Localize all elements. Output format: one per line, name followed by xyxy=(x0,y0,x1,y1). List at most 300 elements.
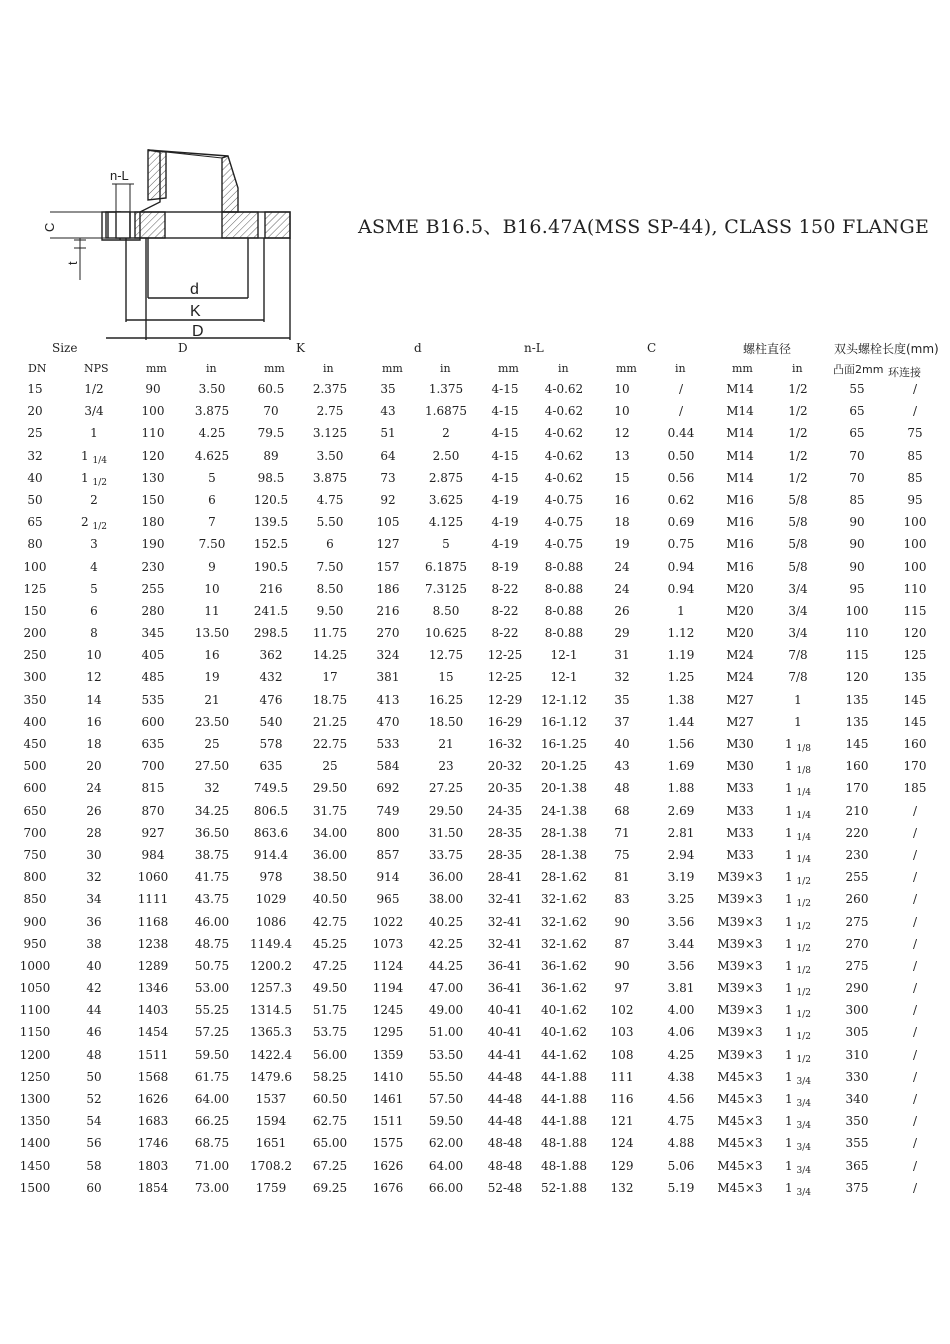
cell-bore-mm: 1124 xyxy=(372,958,404,973)
table-row xyxy=(0,734,950,756)
cell-bore-in: 18.50 xyxy=(428,714,464,729)
cell-stud-ring-joint: / xyxy=(912,1025,918,1040)
cell-nl-mm: 4-15 xyxy=(491,382,519,396)
cell-nl-in: 8-0.88 xyxy=(544,603,584,618)
cell-nl-mm: 16-29 xyxy=(487,714,523,729)
cell-d-mm: 180 xyxy=(141,515,165,530)
cell-stud-raised-face: 95 xyxy=(849,581,865,596)
cell-d-mm: 485 xyxy=(141,670,165,685)
cell-bore-in: 36.00 xyxy=(428,870,464,885)
cell-nl-in: 4-0.62 xyxy=(544,470,584,485)
cell-nl-mm: 32-41 xyxy=(487,936,523,951)
cell-stud-raised-face: 365 xyxy=(845,1158,869,1173)
cell-k-in: 6 xyxy=(326,537,334,552)
cell-d-in: 38.75 xyxy=(194,847,230,862)
cell-bolt-in: 5/8 xyxy=(788,515,808,530)
document-title: ASME B16.5、B16.47A(MSS SP-44), CLASS 150 FLANGE xyxy=(358,216,930,238)
cell-bolt-in: 7/8 xyxy=(788,648,808,663)
subheader-bore-mm: mm xyxy=(382,362,403,375)
cell-nps: 28 xyxy=(86,825,102,840)
cell-stud-ring-joint: / xyxy=(912,803,918,818)
table-row xyxy=(0,446,950,468)
cell-dn: 50 xyxy=(27,492,43,507)
cell-c-mm: 31 xyxy=(614,648,630,663)
cell-k-mm: 578 xyxy=(259,737,283,751)
cell-nl-in: 44-1.88 xyxy=(540,1114,588,1129)
cell-dn: 15 xyxy=(27,382,43,396)
cell-c-in: 0.56 xyxy=(667,470,695,485)
cell-bore-mm: 127 xyxy=(376,537,400,552)
cell-dn: 1500 xyxy=(19,1180,51,1195)
cell-bore-mm: 470 xyxy=(376,714,400,729)
table-row xyxy=(0,667,950,689)
cell-d-in: 64.00 xyxy=(194,1092,230,1106)
cell-bolt-mm: M14 xyxy=(726,470,754,485)
cell-nl-in: 16-1.25 xyxy=(540,737,588,751)
cell-stud-ring-joint: / xyxy=(912,914,918,929)
cell-k-mm: 298.5 xyxy=(253,626,289,641)
cell-stud-raised-face: 90 xyxy=(849,537,865,552)
subheader-bolt-in: in xyxy=(792,362,803,375)
cell-bore-in: 1.375 xyxy=(428,382,464,396)
cell-bolt-in: 1 $_{1/2}$ xyxy=(785,1025,811,1043)
cell-bore-in: 66.00 xyxy=(428,1180,464,1195)
cell-nps: 8 xyxy=(90,626,98,641)
cell-c-in: 0.75 xyxy=(667,537,695,552)
table-row xyxy=(0,956,950,978)
cell-d-in: 68.75 xyxy=(194,1136,230,1151)
cell-stud-ring-joint: / xyxy=(912,404,918,419)
cell-c-in: 0.94 xyxy=(667,559,695,574)
cell-c-in: 1.88 xyxy=(667,781,695,796)
cell-nl-mm: 8-22 xyxy=(491,581,519,596)
cell-c-in: 3.19 xyxy=(667,870,695,885)
cell-c-in: 0.62 xyxy=(667,492,695,507)
cell-nl-in: 4-0.75 xyxy=(544,492,584,507)
cell-c-in: 4.88 xyxy=(667,1136,695,1151)
cell-d-in: 11 xyxy=(204,603,220,618)
cell-bolt-in: 1 $_{1/2}$ xyxy=(785,1047,811,1065)
cell-nps: 12 xyxy=(86,670,102,685)
cell-stud-ring-joint: / xyxy=(912,958,918,973)
cell-stud-ring-joint: 135 xyxy=(903,670,927,685)
cell-bolt-mm: M45×3 xyxy=(717,1136,763,1151)
cell-k-in: 3.125 xyxy=(312,426,348,441)
cell-d-mm: 635 xyxy=(141,737,165,751)
cell-dn: 250 xyxy=(23,648,47,663)
cell-dn: 1100 xyxy=(19,1003,51,1018)
subheader-bore-in: in xyxy=(440,362,451,375)
cell-nl-in: 16-1.12 xyxy=(540,714,588,729)
cell-nl-mm: 4-15 xyxy=(491,470,519,485)
cell-stud-ring-joint: 145 xyxy=(903,692,927,707)
cell-stud-ring-joint: 110 xyxy=(903,581,927,596)
cell-k-in: 17 xyxy=(322,670,338,685)
cell-bore-mm: 105 xyxy=(376,515,400,530)
cell-stud-raised-face: 290 xyxy=(845,981,869,996)
cell-c-mm: 16 xyxy=(614,492,630,507)
cell-bolt-mm: M33 xyxy=(726,781,754,796)
cell-nps: 48 xyxy=(86,1047,102,1062)
cell-k-in: 22.75 xyxy=(312,737,348,751)
cell-bolt-mm: M39×3 xyxy=(717,892,763,907)
cell-k-in: 62.75 xyxy=(312,1114,348,1129)
cell-nl-in: 12-1.12 xyxy=(540,692,588,707)
cell-nl-mm: 28-41 xyxy=(487,870,523,885)
cell-c-mm: 37 xyxy=(614,714,630,729)
subheader-raised-face: 凸面2mm xyxy=(833,363,884,376)
cell-c-mm: 75 xyxy=(614,847,630,862)
cell-d-in: 59.50 xyxy=(194,1047,230,1062)
cell-nps: 1 xyxy=(90,426,98,441)
cell-k-mm: 152.5 xyxy=(253,537,289,552)
cell-bolt-in: 5/8 xyxy=(788,559,808,574)
table-row xyxy=(0,1156,950,1178)
cell-nl-mm: 28-35 xyxy=(487,825,523,840)
cell-d-in: 3.875 xyxy=(194,404,230,419)
cell-bore-mm: 533 xyxy=(376,737,400,751)
cell-d-in: 7.50 xyxy=(198,537,226,552)
cell-c-in: 3.56 xyxy=(667,958,695,973)
table-row xyxy=(0,690,950,712)
cell-dn: 600 xyxy=(23,781,47,796)
subheader-ring-joint: 环连接 xyxy=(888,366,921,379)
cell-c-in: 1.69 xyxy=(667,759,695,774)
cell-dn: 500 xyxy=(23,759,47,774)
cell-bore-mm: 157 xyxy=(376,559,400,574)
cell-bolt-mm: M27 xyxy=(726,714,754,729)
cell-stud-ring-joint: 95 xyxy=(907,492,923,507)
cell-c-mm: 35 xyxy=(614,692,630,707)
subheader-nl-in: in xyxy=(558,362,569,375)
cell-bolt-mm: M20 xyxy=(726,626,754,641)
cell-bolt-in: 1 $_{3/4}$ xyxy=(785,1158,811,1176)
cell-bore-mm: 1245 xyxy=(372,1003,404,1018)
cell-nps: 16 xyxy=(86,714,102,729)
cell-bolt-mm: M45×3 xyxy=(717,1092,763,1106)
cell-k-mm: 914.4 xyxy=(253,847,289,862)
cell-d-mm: 1111 xyxy=(137,892,169,907)
cell-c-mm: 29 xyxy=(614,626,630,641)
cell-bore-in: 3.625 xyxy=(428,492,464,507)
cell-nl-mm: 48-48 xyxy=(487,1158,523,1173)
cell-d-in: 5 xyxy=(208,470,216,485)
cell-dn: 650 xyxy=(23,803,47,818)
cell-c-in: 1.56 xyxy=(667,737,695,751)
cell-dn: 1400 xyxy=(19,1136,51,1151)
cell-nl-mm: 40-41 xyxy=(487,1025,523,1040)
cell-dn: 1200 xyxy=(19,1047,51,1062)
cell-stud-raised-face: 355 xyxy=(845,1136,869,1151)
cell-bolt-in: 1 $_{1/8}$ xyxy=(785,759,811,777)
cell-c-in: 4.75 xyxy=(667,1114,695,1129)
cell-c-mm: 124 xyxy=(610,1136,634,1151)
cell-bore-mm: 270 xyxy=(376,626,400,641)
cell-k-in: 4.75 xyxy=(316,492,344,507)
cell-nl-mm: 44-48 xyxy=(487,1092,523,1106)
cell-stud-raised-face: 300 xyxy=(845,1003,869,1018)
cell-bolt-in: 1 xyxy=(794,714,802,729)
cell-c-mm: 15 xyxy=(614,470,630,485)
flange-section-drawing xyxy=(40,140,310,355)
cell-stud-ring-joint: 100 xyxy=(903,537,927,552)
cell-bore-mm: 914 xyxy=(376,870,400,885)
cell-nps: 52 xyxy=(86,1092,102,1106)
cell-d-in: 7 xyxy=(208,515,216,530)
cell-d-in: 13.50 xyxy=(194,626,230,641)
cell-d-in: 61.75 xyxy=(194,1069,230,1084)
cell-nl-mm: 32-41 xyxy=(487,892,523,907)
cell-nl-in: 12-1 xyxy=(550,648,578,663)
cell-k-in: 2.375 xyxy=(312,382,348,396)
cell-c-in: 2.94 xyxy=(667,847,695,862)
cell-c-mm: 90 xyxy=(614,958,630,973)
table-row xyxy=(0,1067,950,1089)
cell-k-mm: 60.5 xyxy=(257,382,285,396)
cell-bolt-mm: M20 xyxy=(726,581,754,596)
cell-k-in: 25 xyxy=(322,759,338,774)
cell-k-in: 11.75 xyxy=(312,626,348,641)
cell-d-mm: 405 xyxy=(141,648,165,663)
cell-k-mm: 863.6 xyxy=(253,825,289,840)
cell-stud-ring-joint: / xyxy=(912,981,918,996)
cell-nl-in: 8-0.88 xyxy=(544,581,584,596)
cell-bolt-mm: M39×3 xyxy=(717,1003,763,1018)
header-c: C xyxy=(647,341,657,355)
cell-dn: 80 xyxy=(27,537,43,552)
cell-nl-mm: 20-32 xyxy=(487,759,523,774)
cell-bolt-in: 1 $_{1/2}$ xyxy=(785,892,811,910)
cell-d-mm: 230 xyxy=(141,559,165,574)
cell-stud-raised-face: 135 xyxy=(845,714,869,729)
table-row xyxy=(0,712,950,734)
cell-d-in: 27.50 xyxy=(194,759,230,774)
cell-k-mm: 749.5 xyxy=(253,781,289,796)
cell-nps: 34 xyxy=(86,892,102,907)
cell-dn: 20 xyxy=(27,404,43,419)
cell-d-mm: 1626 xyxy=(137,1092,169,1106)
cell-bolt-in: 1 $_{1/2}$ xyxy=(785,936,811,954)
cell-bolt-in: 1 $_{3/4}$ xyxy=(785,1069,811,1087)
cell-c-mm: 81 xyxy=(614,870,630,885)
cell-d-mm: 100 xyxy=(141,404,165,419)
cell-nl-mm: 12-25 xyxy=(487,670,523,685)
cell-c-mm: 111 xyxy=(610,1069,634,1084)
cell-bolt-in: 1 $_{1/4}$ xyxy=(785,847,811,865)
cell-nl-in: 20-1.38 xyxy=(540,781,588,796)
cell-bolt-in: 1 $_{1/2}$ xyxy=(785,870,811,888)
cell-c-in: 1.44 xyxy=(667,714,695,729)
cell-c-mm: 132 xyxy=(610,1180,634,1195)
cell-d-mm: 1168 xyxy=(137,914,169,929)
cell-d-in: 21 xyxy=(204,692,220,707)
cell-nps: 1 $_{1/2}$ xyxy=(81,470,107,488)
cell-d-mm: 120 xyxy=(141,448,165,463)
cell-k-mm: 806.5 xyxy=(253,803,289,818)
cell-stud-raised-face: 55 xyxy=(849,382,865,396)
cell-stud-ring-joint: / xyxy=(912,382,918,396)
cell-dn: 32 xyxy=(27,448,43,463)
subheader-c-in: in xyxy=(675,362,686,375)
cell-nps: 46 xyxy=(86,1025,102,1040)
cell-nl-in: 12-1 xyxy=(550,670,578,685)
cell-stud-raised-face: 115 xyxy=(845,648,869,663)
cell-c-mm: 48 xyxy=(614,781,630,796)
header-k: K xyxy=(296,341,305,355)
cell-bore-mm: 1022 xyxy=(372,914,404,929)
cell-nl-mm: 28-35 xyxy=(487,847,523,862)
cell-k-in: 31.75 xyxy=(312,803,348,818)
cell-stud-ring-joint: 100 xyxy=(903,559,927,574)
table-row xyxy=(0,978,950,1000)
cell-k-in: 56.00 xyxy=(312,1047,348,1062)
cell-bolt-mm: M16 xyxy=(726,537,754,552)
cell-bore-in: 44.25 xyxy=(428,958,464,973)
cell-bolt-in: 1 $_{1/4}$ xyxy=(785,781,811,799)
cell-nl-in: 8-0.88 xyxy=(544,626,584,641)
cell-nl-in: 32-1.62 xyxy=(540,892,588,907)
cell-c-in: 4.06 xyxy=(667,1025,695,1040)
cell-bore-mm: 692 xyxy=(376,781,400,796)
cell-k-in: 2.75 xyxy=(316,404,344,419)
cell-nps: 44 xyxy=(86,1003,102,1018)
cell-bore-in: 10.625 xyxy=(425,626,467,641)
cell-d-mm: 90 xyxy=(145,382,161,396)
cell-d-mm: 1568 xyxy=(137,1069,169,1084)
cell-c-mm: 10 xyxy=(614,404,630,419)
header-d-outer: D xyxy=(178,341,188,355)
cell-k-mm: 978 xyxy=(259,870,283,885)
cell-stud-raised-face: 85 xyxy=(849,492,865,507)
cell-bore-mm: 324 xyxy=(376,648,400,663)
cell-stud-raised-face: 275 xyxy=(845,914,869,929)
cell-d-mm: 1403 xyxy=(137,1003,169,1018)
drawing-label-nl: n-L xyxy=(110,168,129,183)
cell-bore-in: 21 xyxy=(438,737,454,751)
cell-d-mm: 280 xyxy=(141,603,165,618)
cell-bolt-in: 1 $_{3/4}$ xyxy=(785,1180,811,1198)
cell-bolt-mm: M16 xyxy=(726,492,754,507)
cell-k-mm: 1200.2 xyxy=(250,958,292,973)
cell-nl-mm: 36-41 xyxy=(487,981,523,996)
cell-d-mm: 1238 xyxy=(137,936,169,951)
cell-k-in: 51.75 xyxy=(312,1003,348,1018)
cell-bolt-mm: M33 xyxy=(726,803,754,818)
cell-d-mm: 345 xyxy=(141,626,165,641)
cell-nps: 50 xyxy=(86,1069,102,1084)
cell-d-mm: 1854 xyxy=(137,1180,169,1195)
cell-nl-in: 36-1.62 xyxy=(540,981,588,996)
cell-bore-mm: 51 xyxy=(380,426,396,441)
cell-k-mm: 1029 xyxy=(255,892,287,907)
cell-dn: 1300 xyxy=(19,1092,51,1106)
cell-bore-mm: 35 xyxy=(380,382,396,396)
cell-bolt-mm: M24 xyxy=(726,670,754,685)
cell-k-in: 69.25 xyxy=(312,1180,348,1195)
cell-k-mm: 120.5 xyxy=(253,492,289,507)
cell-c-mm: 32 xyxy=(614,670,630,685)
cell-d-mm: 1511 xyxy=(137,1047,169,1062)
cell-dn: 1450 xyxy=(19,1158,51,1173)
cell-k-in: 14.25 xyxy=(312,648,348,663)
cell-bore-in: 15 xyxy=(438,670,454,685)
cell-nl-mm: 4-15 xyxy=(491,448,519,463)
cell-bolt-mm: M45×3 xyxy=(717,1180,763,1195)
cell-d-in: 19 xyxy=(204,670,220,685)
cell-stud-raised-face: 260 xyxy=(845,892,869,907)
cell-stud-raised-face: 110 xyxy=(845,626,869,641)
cell-k-mm: 476 xyxy=(259,692,283,707)
cell-nl-in: 28-1.38 xyxy=(540,847,588,862)
cell-stud-ring-joint: / xyxy=(912,1158,918,1173)
subheader-d-in: in xyxy=(206,362,217,375)
cell-nps: 56 xyxy=(86,1136,102,1151)
subheader-c-mm: mm xyxy=(616,362,637,375)
cell-nl-in: 40-1.62 xyxy=(540,1025,588,1040)
cell-c-in: 1.12 xyxy=(667,626,695,641)
cell-bolt-mm: M14 xyxy=(726,448,754,463)
cell-c-mm: 71 xyxy=(614,825,630,840)
cell-c-mm: 103 xyxy=(610,1025,634,1040)
cell-bolt-in: 1 $_{3/4}$ xyxy=(785,1136,811,1154)
cell-c-in: 3.81 xyxy=(667,981,695,996)
cell-nl-mm: 36-41 xyxy=(487,958,523,973)
subheader-d-mm: mm xyxy=(146,362,167,375)
table-row xyxy=(0,1111,950,1133)
cell-stud-ring-joint: 170 xyxy=(903,759,927,774)
cell-nl-mm: 4-19 xyxy=(491,515,519,530)
cell-dn: 800 xyxy=(23,870,47,885)
cell-bolt-mm: M27 xyxy=(726,692,754,707)
cell-c-in: 0.69 xyxy=(667,515,695,530)
cell-bolt-in: 1/2 xyxy=(788,448,808,463)
cell-bolt-mm: M30 xyxy=(726,737,754,751)
cell-k-in: 40.50 xyxy=(312,892,348,907)
cell-stud-ring-joint: / xyxy=(912,847,918,862)
cell-bolt-in: 5/8 xyxy=(788,492,808,507)
table-row xyxy=(0,379,950,401)
cell-nps: 36 xyxy=(86,914,102,929)
cell-d-in: 71.00 xyxy=(194,1158,230,1173)
cell-stud-ring-joint: / xyxy=(912,1136,918,1151)
cell-stud-ring-joint: 120 xyxy=(903,626,927,641)
cell-k-in: 53.75 xyxy=(312,1025,348,1040)
cell-bore-mm: 584 xyxy=(376,759,400,774)
cell-nps: 42 xyxy=(86,981,102,996)
cell-c-mm: 90 xyxy=(614,914,630,929)
cell-stud-raised-face: 275 xyxy=(845,958,869,973)
cell-d-mm: 600 xyxy=(141,714,165,729)
cell-nl-in: 4-0.75 xyxy=(544,537,584,552)
cell-bolt-in: 1/2 xyxy=(788,404,808,419)
cell-stud-raised-face: 65 xyxy=(849,426,865,441)
table-row xyxy=(0,1022,950,1044)
cell-stud-raised-face: 340 xyxy=(845,1092,869,1106)
subheader-dn: DN xyxy=(28,362,47,375)
cell-bore-in: 27.25 xyxy=(428,781,464,796)
cell-nl-mm: 16-32 xyxy=(487,737,523,751)
cell-k-in: 3.50 xyxy=(316,448,344,463)
cell-k-in: 58.25 xyxy=(312,1069,348,1084)
cell-stud-raised-face: 90 xyxy=(849,559,865,574)
cell-bore-in: 7.3125 xyxy=(425,581,467,596)
cell-d-mm: 110 xyxy=(141,426,165,441)
cell-k-mm: 89 xyxy=(263,448,279,463)
cell-dn: 750 xyxy=(23,847,47,862)
cell-c-mm: 40 xyxy=(614,737,630,751)
cell-stud-ring-joint: / xyxy=(912,1092,918,1106)
cell-bore-mm: 1511 xyxy=(372,1114,404,1129)
